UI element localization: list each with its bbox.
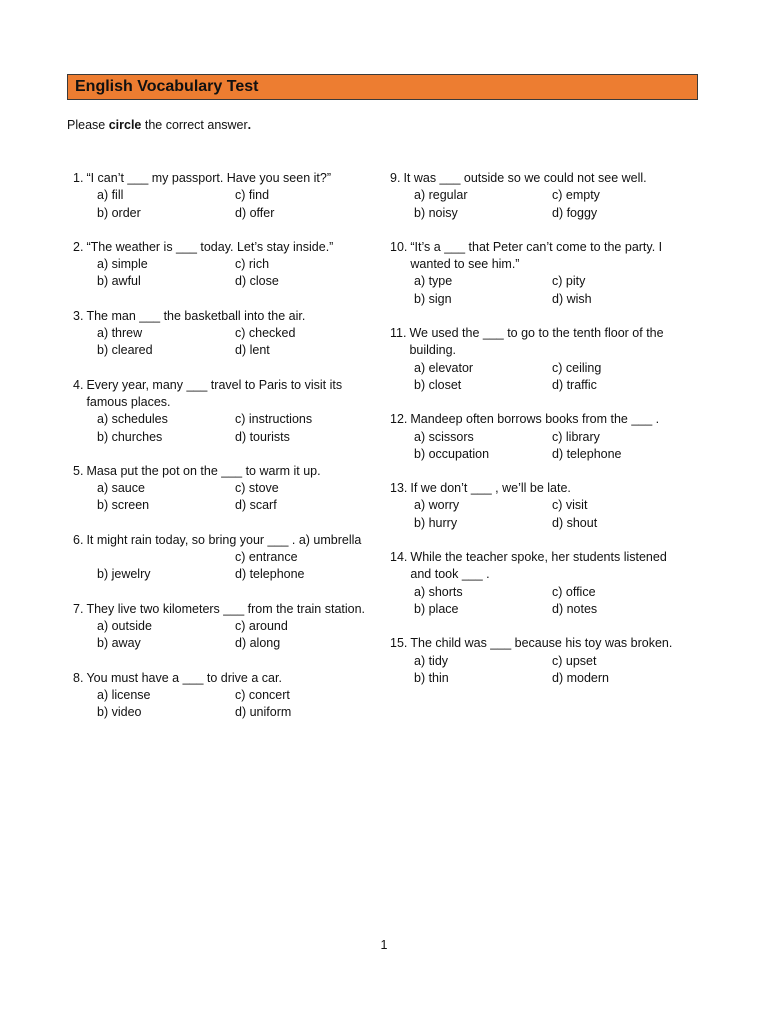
page-title: English Vocabulary Test <box>75 78 259 95</box>
option-b[interactable]: b) closet <box>414 377 462 392</box>
question <box>73 239 373 291</box>
option-c[interactable]: c) empty <box>552 188 600 203</box>
option-d[interactable]: d) modern <box>552 670 609 685</box>
option-a[interactable]: a) regular <box>414 188 468 203</box>
option-c[interactable]: c) office <box>552 584 596 599</box>
option-c[interactable]: c) entrance <box>235 550 298 565</box>
question <box>73 377 373 446</box>
option-d[interactable]: d) foggy <box>552 205 598 220</box>
instruction-text <box>67 118 251 132</box>
question-number: 7. <box>73 601 84 616</box>
question-text: Masa put the pot on the ___ to warm it up. <box>86 463 321 478</box>
option-a[interactable]: a) tidy <box>414 653 449 668</box>
option-d[interactable]: d) traffic <box>552 377 597 392</box>
instruction-end: . <box>247 118 252 132</box>
question-number: 5. <box>73 463 84 478</box>
title-bar <box>67 74 698 100</box>
instruction-after: the correct answer <box>141 118 248 132</box>
question <box>390 325 690 394</box>
option-d[interactable]: d) telephone <box>235 567 305 582</box>
question-text: “The weather is ___ today. Let’s stay inside.” <box>86 239 334 254</box>
question-text: If we don’t ___ , we’ll be late. <box>410 481 571 496</box>
question-text: “It’s a ___ that Peter can’t come to the party. I wanted to see him.” <box>410 239 663 272</box>
question <box>73 170 373 222</box>
question-text: You must have a ___ to drive a car. <box>86 670 282 685</box>
option-c[interactable]: c) library <box>552 429 600 444</box>
question-text: They live two kilometers ___ from the train station. <box>86 601 366 616</box>
option-d[interactable]: d) shout <box>552 515 598 530</box>
option-b[interactable]: b) cleared <box>97 343 153 358</box>
question-number: 4. <box>73 377 84 392</box>
question <box>73 670 373 722</box>
question <box>390 411 690 463</box>
question-number: 2. <box>73 239 84 254</box>
option-c[interactable]: c) ceiling <box>552 360 602 375</box>
option-b[interactable]: b) occupation <box>414 446 490 461</box>
questions-left-column <box>73 170 373 738</box>
question <box>73 308 373 360</box>
question-text: “I can’t ___ my passport. Have you seen it?” <box>86 171 331 185</box>
option-c[interactable]: c) instructions <box>235 412 313 427</box>
option-d[interactable]: d) telephone <box>552 446 622 461</box>
question <box>73 532 373 584</box>
option-d[interactable]: d) uniform <box>235 705 292 720</box>
option-a[interactable]: a) worry <box>414 498 460 513</box>
question-number: 8. <box>73 670 84 685</box>
question-text: The man ___ the basketball into the air. <box>86 308 306 323</box>
instruction-emphasis: circle <box>108 118 142 132</box>
option-c[interactable]: c) upset <box>552 653 597 668</box>
option-d[interactable]: d) along <box>235 636 281 651</box>
option-d[interactable]: d) tourists <box>235 429 290 444</box>
option-c[interactable]: c) rich <box>235 257 270 272</box>
option-c[interactable]: c) checked <box>235 326 296 341</box>
option-c[interactable]: c) concert <box>235 687 290 702</box>
option-a[interactable]: a) outside <box>97 618 152 633</box>
option-a[interactable]: a) shorts <box>414 584 463 599</box>
question-text: While the teacher spoke, her students listened and took ___ . <box>410 550 667 582</box>
option-b[interactable]: b) awful <box>97 274 141 289</box>
questions-right-column <box>390 170 690 704</box>
question <box>73 601 373 653</box>
option-a[interactable]: a) scissors <box>414 429 474 444</box>
option-a[interactable]: a) elevator <box>414 360 474 375</box>
option-c[interactable]: c) around <box>235 618 288 633</box>
question <box>390 549 690 618</box>
option-b[interactable]: b) jewelry <box>97 567 151 582</box>
question-number: 6. <box>73 532 84 547</box>
question <box>390 239 690 308</box>
question-text: Every year, many ___ travel to Paris to visit its famous places. <box>86 377 343 409</box>
option-b[interactable]: b) thin <box>414 670 449 685</box>
option-d[interactable]: d) notes <box>552 601 598 616</box>
question-number: 15. <box>390 636 408 651</box>
question-number: 14. <box>390 550 408 565</box>
option-a[interactable]: a) simple <box>97 257 148 272</box>
option-c[interactable]: c) stove <box>235 481 279 496</box>
option-a[interactable]: a) sauce <box>97 481 145 496</box>
page-number: 1 <box>380 938 388 952</box>
option-c[interactable]: c) visit <box>552 498 588 513</box>
question-text: The child was ___ because his toy was broken. <box>410 636 673 651</box>
option-b[interactable]: b) away <box>97 636 141 651</box>
question-number: 12. <box>390 412 408 427</box>
option-b[interactable]: b) screen <box>97 498 150 513</box>
option-b[interactable]: b) place <box>414 601 459 616</box>
option-a[interactable]: a) fill <box>97 188 124 203</box>
question <box>73 463 373 515</box>
option-b[interactable]: b) video <box>97 705 142 720</box>
option-b[interactable]: b) sign <box>414 291 452 306</box>
question <box>390 480 690 532</box>
question <box>390 635 690 687</box>
question <box>390 170 690 222</box>
option-d[interactable]: d) close <box>235 274 279 289</box>
question-text: Mandeep often borrows books from the ___ . <box>410 412 660 427</box>
option-b[interactable]: b) hurry <box>414 515 458 530</box>
option-d[interactable]: d) lent <box>235 343 270 358</box>
option-a[interactable] <box>97 549 235 566</box>
question-text: It was ___ outside so we could not see well. <box>403 171 647 185</box>
option-b[interactable]: b) noisy <box>414 205 458 220</box>
question-number: 1. <box>73 171 84 185</box>
option-b[interactable]: b) churches <box>97 429 163 444</box>
question-number: 3. <box>73 308 84 323</box>
option-d[interactable]: d) offer <box>235 205 275 220</box>
question-number: 10. <box>390 239 408 254</box>
option-a[interactable]: a) license <box>97 687 151 702</box>
question-text: It might rain today, so bring your ___ . a) umbrella <box>86 532 362 547</box>
option-c[interactable]: c) pity <box>552 274 586 289</box>
question-text: We used the ___ to go to the tenth floor of the building. <box>409 326 664 358</box>
option-d[interactable]: d) wish <box>552 291 592 306</box>
option-a[interactable]: a) type <box>414 274 453 289</box>
question-number: 9. <box>390 171 401 185</box>
question-number: 13. <box>390 481 408 496</box>
option-b[interactable]: b) order <box>97 205 141 220</box>
question-number: 11. <box>390 326 407 341</box>
instruction-before: Please <box>67 118 109 132</box>
option-d[interactable]: d) scarf <box>235 498 277 513</box>
option-a[interactable]: a) threw <box>97 326 143 341</box>
option-c[interactable]: c) find <box>235 188 270 203</box>
option-a[interactable]: a) schedules <box>97 412 168 427</box>
